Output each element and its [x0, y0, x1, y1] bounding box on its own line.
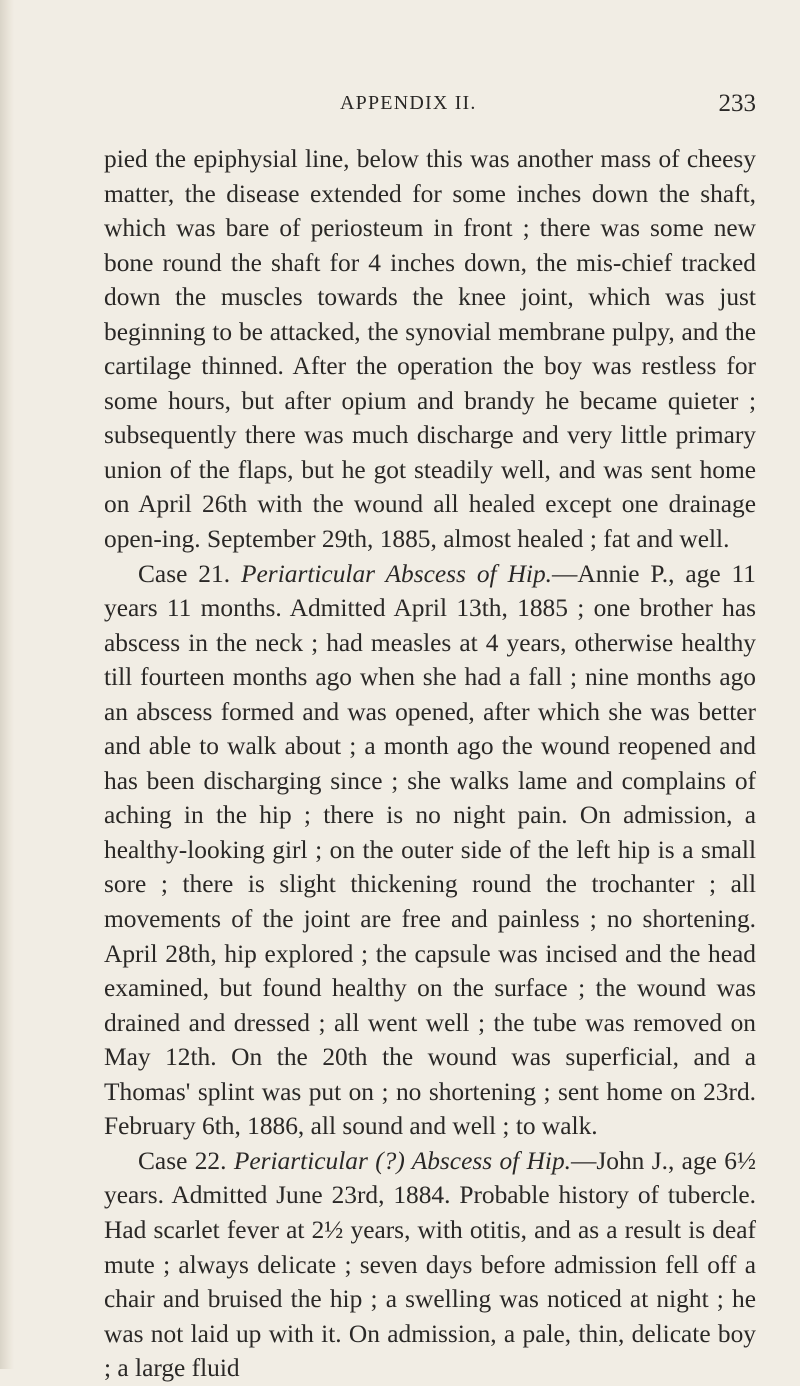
book-page: [104, 92, 756, 1386]
paragraph-case-21: [104, 557, 756, 1144]
paragraph-text: pied the epiphysial line, below this was another mass of cheesy matter, the disease extended for some inches down the shaft, which was bare of periosteum in front ; there was some new bone round the shaft for 4 inches down, the mis-chief tracked down the muscles towards the knee joint, which was just beginning to be attacked, the synovial membrane pulpy, and the cartilage thinned. After the operation the boy was restless for some hours, but after opium and brandy he became quieter ; subsequently there was much discharge and very little primary union of the flaps, but he got steadily well, and was sent home on April 26th with the wound all healed except one drainage open-ing. September 29th, 1885, almost healed ; fat and well.: [104, 145, 756, 554]
running-head-title: APPENDIX II.: [340, 92, 477, 114]
paragraph-case-22: [104, 1144, 756, 1386]
case-number: Case 21.: [138, 559, 231, 588]
paragraph-text: —John J., age 6½ years. Admitted June 23rd, 1884. Probable history of tubercle. Had scarlet fever at 2½ years, with otitis, and as a result is deaf mute ; always delicate ; seven days before admission fell off a chair and bruised the hip ; a swelling was noticed at night ; he was not laid up with it. On admission, a pale, thin, delicate boy ; a large fluid: [104, 1146, 757, 1383]
case-title: Periarticular Abscess of Hip.: [241, 559, 553, 588]
running-head: [104, 92, 756, 128]
case-title: Periarticular (?) Abscess of Hip.: [233, 1146, 572, 1175]
paragraph-case-20-continuation: [104, 142, 756, 557]
paragraph-text: —Annie P., age 11 years 11 months. Admitted April 13th, 1885 ; one brother has abscess in the neck ; had measles at 4 years, otherwise healthy till fourteen months ago when she had a fall ; nine months ago an abscess formed and was opened, after which she was better and able to walk about ; a month ago the wound reopened and has been discharging since ; she walks lame and complains of aching in the hip ; there is no night pain. On admission, a healthy-looking girl ; on the outer side of the left hip is a small sore ; there is slight thickening round the trochanter ; all movements of the joint are free and painless ; no shortening. April 28th, hip explored ; the capsule was incised and the head examined, but found healthy on the surface ; the wound was drained and dressed ; all went well ; the tube was removed on May 12th. On the 20th the wound was superficial, and a Thomas' splint was put on ; no shortening ; sent home on 23rd. February 6th, 1886, all sound and well ; to walk.: [104, 559, 757, 1141]
case-number: Case 22.: [138, 1146, 227, 1175]
binding-edge: [0, 0, 14, 1369]
page-number: 233: [718, 90, 756, 117]
body-text: [104, 142, 756, 1386]
